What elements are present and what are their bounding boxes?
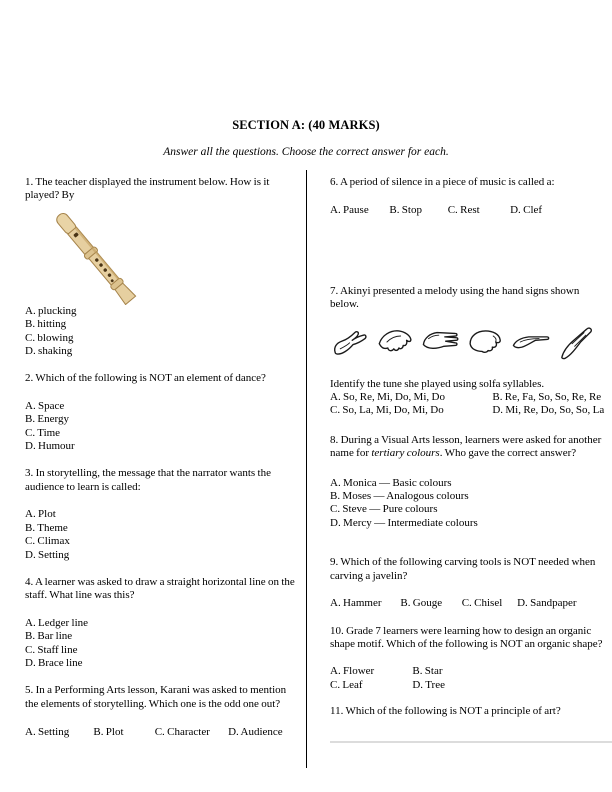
- question-5-text: 5. In a Performing Arts lesson, Karani was asked to mention the elements of storytelling. Which one is the odd one out?: [25, 684, 287, 710]
- question-10-text: 10. Grade 7 learners were learning how to design an organic shape motif. Which of the following is NOT an organic shape?: [330, 624, 603, 650]
- question-8-options: [330, 477, 606, 531]
- column-divider: [306, 170, 307, 768]
- question-3-options: [25, 508, 297, 562]
- question-7-text: 7. Akinyi presented a melody using the hand signs shown below.: [330, 284, 580, 311]
- question-5: [25, 684, 297, 739]
- question-7-prompt: Identify the tune she played using solfa syllables.: [330, 377, 545, 390]
- question-8-text: [330, 434, 606, 461]
- option: A. Space: [25, 399, 65, 412]
- question-10: [330, 625, 606, 693]
- question-9: [330, 556, 606, 610]
- question-3: [25, 467, 297, 561]
- option: B. hitting: [25, 318, 67, 331]
- question-4-text: 4. A learner was asked to draw a straight horizontal line on the staff. What line was this?: [25, 575, 295, 602]
- option: B. Stop: [389, 204, 422, 217]
- option-row: [330, 679, 606, 692]
- question-5-options: [25, 726, 297, 739]
- option: C. Chisel: [461, 597, 503, 610]
- option: A. Setting: [25, 726, 70, 739]
- question-8-text-after: . Who gave the correct answer?: [439, 447, 577, 460]
- hand-signs-image: [330, 322, 606, 362]
- option: B. Re, Fa, So, So, Re, Re: [492, 391, 602, 404]
- question-11: [330, 705, 606, 718]
- recorder-image: [25, 212, 297, 305]
- question-6-options: [330, 204, 606, 217]
- option: C. Leaf: [330, 678, 363, 691]
- hand-sign-4-icon: [465, 323, 506, 361]
- option: D. Mi, Re, Do, So, So, La: [492, 404, 605, 417]
- question-4-options: [25, 617, 297, 671]
- option: C. Climax: [25, 535, 70, 548]
- option: B. Bar line: [25, 630, 73, 643]
- section-title: SECTION A: (40 MARKS): [232, 118, 380, 132]
- option: D. Setting: [25, 548, 70, 561]
- hand-sign-6-icon: [555, 323, 596, 361]
- question-7-options-row-1: [330, 391, 606, 404]
- option: A. Ledger line: [25, 616, 89, 629]
- option: C. Steve — Pure colours: [330, 503, 438, 516]
- scan-artifact-line: [330, 741, 612, 743]
- question-7: [330, 285, 606, 418]
- option: D. Audience: [228, 726, 283, 739]
- question-2: [25, 372, 297, 453]
- hand-sign-5-icon: [510, 323, 551, 361]
- question-11-text: 11. Which of the following is NOT a principle of art?: [330, 705, 561, 718]
- question-8-italic-term: tertiary colours: [371, 447, 440, 460]
- question-9-options: [330, 597, 606, 610]
- question-2-options: [25, 400, 297, 454]
- option: D. Sandpaper: [517, 597, 577, 610]
- option: A. plucking: [25, 304, 77, 317]
- left-column: [25, 176, 297, 740]
- option: B. Plot: [93, 726, 124, 739]
- option: A. Flower: [330, 665, 375, 678]
- question-1-text: 1. The teacher displayed the instrument below. How is it played? By: [25, 176, 270, 202]
- option: C. Time: [25, 426, 61, 439]
- right-column: [330, 176, 606, 719]
- hand-sign-1-icon: [330, 323, 371, 361]
- option: A. Plot: [25, 508, 56, 521]
- hand-sign-3-icon: [420, 323, 461, 361]
- option: C. So, La, Mi, Do, Mi, Do: [330, 404, 444, 417]
- question-1: [25, 176, 297, 358]
- option: B. Theme: [25, 521, 68, 534]
- option: D. Clef: [510, 204, 543, 217]
- option: C. Character: [154, 726, 210, 739]
- option-row: [330, 665, 606, 678]
- option: D. shaking: [25, 345, 73, 358]
- question-8: [330, 434, 606, 530]
- question-7-options-row-2: [330, 404, 606, 417]
- option: A. Hammer: [330, 597, 382, 610]
- question-6-text: 6. A period of silence in a piece of music is called a:: [330, 176, 555, 188]
- question-1-options: [25, 305, 297, 359]
- hand-sign-2-icon: [375, 323, 416, 361]
- question-10-options: [330, 665, 606, 692]
- option: D. Brace line: [25, 656, 83, 669]
- option: C. Rest: [447, 204, 480, 217]
- option: A. Monica — Basic colours: [330, 476, 452, 489]
- option: C. blowing: [25, 331, 74, 344]
- section-instructions: Answer all the questions. Choose the correct answer for each.: [163, 146, 449, 158]
- question-8-text-before: 8. During a Visual Arts lesson, learners were asked for another name for: [330, 433, 602, 460]
- option: B. Gouge: [400, 597, 443, 610]
- option: C. Staff line: [25, 643, 78, 656]
- option: D. Mercy — Intermediate colours: [330, 516, 478, 529]
- question-3-text: 3. In storytelling, the message that the narrator wants the audience to learn is called:: [25, 467, 271, 493]
- option: D. Tree: [412, 678, 445, 691]
- recorder-icon: [49, 212, 142, 305]
- option: A. So, Re, Mi, Do, Mi, Do: [330, 391, 445, 404]
- question-6: [330, 176, 606, 218]
- option: D. Humour: [25, 440, 75, 453]
- option: B. Energy: [25, 413, 70, 426]
- option: A. Pause: [330, 204, 369, 217]
- option: B. Star: [412, 665, 443, 678]
- question-2-text: 2. Which of the following is NOT an element of dance?: [25, 372, 266, 385]
- question-9-text: 9. Which of the following carving tools is NOT needed when carving a javelin?: [330, 556, 596, 582]
- question-4: [25, 576, 297, 670]
- option: B. Moses — Analogous colours: [330, 490, 469, 503]
